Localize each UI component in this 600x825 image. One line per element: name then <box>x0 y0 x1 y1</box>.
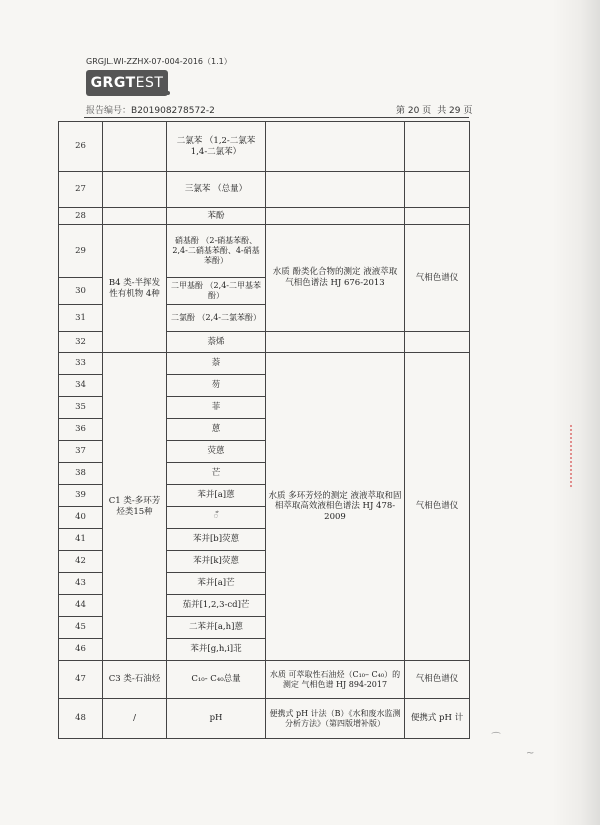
table-row <box>59 122 470 172</box>
page-current: 第 20 页 <box>396 106 432 116</box>
row-number: 48 <box>59 699 103 739</box>
instrument-cell <box>405 208 470 225</box>
item-cell: 蒽 <box>167 419 266 441</box>
method-cell: 水质 可萃取性石油烃（C₁₀– C₄₀）的测定 气相色谱 HJ 894-2017 <box>266 661 405 699</box>
item-cell: C₁₀- C₄₀总量 <box>167 661 266 699</box>
report-number-value: B201908278572-2 <box>131 106 215 116</box>
scan-artifact-mark: ~ <box>526 748 535 759</box>
item-cell: 菲 <box>167 397 266 419</box>
row-number: 27 <box>59 172 103 208</box>
test-items-table <box>58 121 470 739</box>
item-cell: 荧蒽 <box>167 441 266 463</box>
method-cell-c1: 水质 多环芳烃的测定 液液萃取和固相萃取高效液相色谱法 HJ 478-2009 <box>266 353 405 661</box>
page-info <box>396 103 478 116</box>
row-number: 33 <box>59 353 103 375</box>
instrument-cell: 气相色谱仪 <box>405 661 470 699</box>
item-cell: pH <box>167 699 266 739</box>
item-cell: ័ <box>167 507 266 529</box>
method-cell <box>266 208 405 225</box>
table-row <box>59 225 470 278</box>
row-number: 39 <box>59 485 103 507</box>
table-row <box>59 353 470 375</box>
category-cell <box>103 122 167 172</box>
document-id: GRGJL.WI-ZZHX-07-004-2016（1.1） <box>86 57 232 66</box>
page-total: 共 29 页 <box>437 106 473 116</box>
method-cell <box>266 122 405 172</box>
method-cell-b4: 水质 酚类化合物的测定 液液萃取 气相色谱法 HJ 676-2013 <box>266 225 405 332</box>
row-number: 31 <box>59 305 103 332</box>
method-cell <box>266 332 405 353</box>
row-number: 29 <box>59 225 103 278</box>
item-cell: 苯并[k]荧蒽 <box>167 551 266 573</box>
row-number: 47 <box>59 661 103 699</box>
scan-artifact-mark: ⁀ <box>492 733 501 744</box>
instrument-cell <box>405 172 470 208</box>
logo-registered-mark <box>166 91 170 95</box>
instrument-cell <box>405 122 470 172</box>
item-cell: 二甲基酚 （2,4-二甲基苯酚） <box>167 278 266 305</box>
category-cell <box>103 172 167 208</box>
page-edge-shadow <box>552 0 600 825</box>
row-number: 42 <box>59 551 103 573</box>
item-cell: 二苯并[a,h]蒽 <box>167 617 266 639</box>
table-row <box>59 699 470 739</box>
category-cell-b4: B4 类-半挥发性有机物 4种 <box>103 225 167 353</box>
table-row <box>59 208 470 225</box>
row-number: 34 <box>59 375 103 397</box>
seal-stamp-fragment <box>570 425 592 487</box>
item-cell: 苯并[a]蒽 <box>167 485 266 507</box>
row-number: 45 <box>59 617 103 639</box>
row-number: 38 <box>59 463 103 485</box>
row-number: 43 <box>59 573 103 595</box>
row-number: 32 <box>59 332 103 353</box>
item-cell: 茄并[1,2,3-cd]芒 <box>167 595 266 617</box>
item-cell: 二氯酚 （2,4-二氯苯酚） <box>167 305 266 332</box>
row-number: 36 <box>59 419 103 441</box>
row-number: 28 <box>59 208 103 225</box>
logo-bold-text: GRGT <box>90 75 136 91</box>
row-number: 41 <box>59 529 103 551</box>
item-cell: 芒 <box>167 463 266 485</box>
category-cell: / <box>103 699 167 739</box>
method-cell <box>266 172 405 208</box>
instrument-cell <box>405 332 470 353</box>
table-row <box>59 172 470 208</box>
logo-light-text: EST <box>135 75 164 91</box>
item-cell: 苯并[b]荧蒽 <box>167 529 266 551</box>
table-row <box>59 661 470 699</box>
item-cell: 苯并[a]芒 <box>167 573 266 595</box>
row-number: 37 <box>59 441 103 463</box>
category-cell-c1: C1 类-多环芳烃类15种 <box>103 353 167 661</box>
instrument-cell-b4: 气相色谱仪 <box>405 225 470 332</box>
row-number: 46 <box>59 639 103 661</box>
item-cell: 苯并[g,h,i]苝 <box>167 639 266 661</box>
row-number: 30 <box>59 278 103 305</box>
grgtest-logo <box>86 70 168 96</box>
row-number: 26 <box>59 122 103 172</box>
item-cell: 二氯苯 （1,2-二氯苯 1,4-二氯苯） <box>167 122 266 172</box>
category-cell <box>103 208 167 225</box>
item-cell: 三氯苯 （总量） <box>167 172 266 208</box>
instrument-cell-c1: 气相色谱仪 <box>405 353 470 661</box>
header-divider <box>84 117 469 118</box>
instrument-cell: 便携式 pH 计 <box>405 699 470 739</box>
item-cell: 萘 <box>167 353 266 375</box>
item-cell: 苯酚 <box>167 208 266 225</box>
row-number: 35 <box>59 397 103 419</box>
item-cell: 萘烯 <box>167 332 266 353</box>
item-cell: 硝基酚 （2-硝基苯酚、2,4-二硝基苯酚、4-硝基苯酚） <box>167 225 266 278</box>
report-number <box>86 103 215 116</box>
report-number-label: 报告编号： <box>86 106 132 116</box>
method-cell: 便携式 pH 计法（B）《水和废水监测分析方法》（第四版增补版） <box>266 699 405 739</box>
row-number: 40 <box>59 507 103 529</box>
item-cell: 芴 <box>167 375 266 397</box>
row-number: 44 <box>59 595 103 617</box>
category-cell: C3 类-石油烃 <box>103 661 167 699</box>
